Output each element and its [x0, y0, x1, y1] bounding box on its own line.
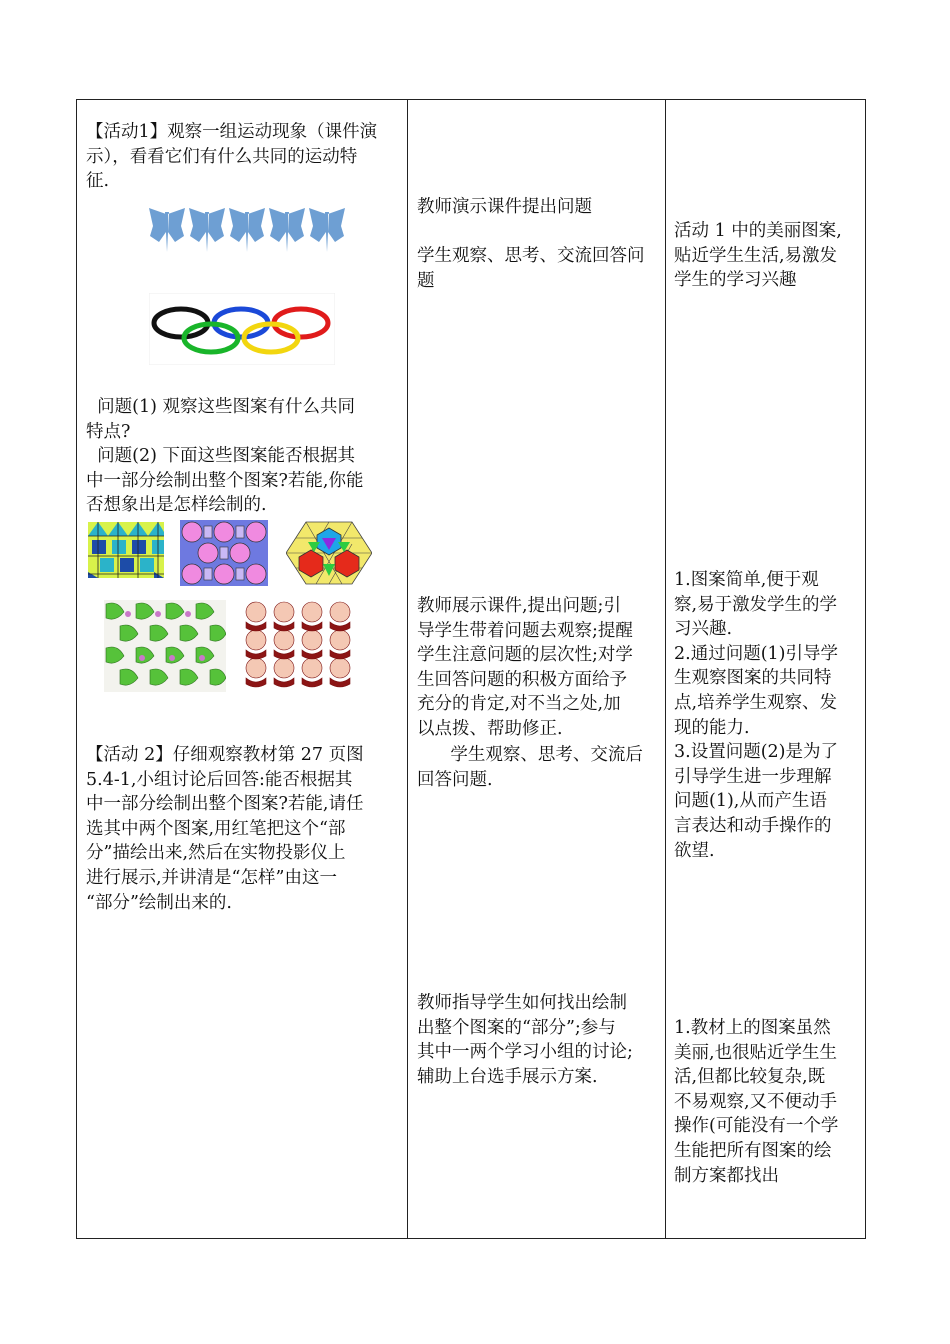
- tessellation-image-3: [286, 520, 372, 586]
- column-divider-1: [407, 100, 408, 1238]
- olympic-rings-image: [149, 293, 335, 365]
- student-answer-text: 学生观察、思考、交流后 回答问题.: [417, 745, 643, 790]
- activity2-text: 【活动 2】仔细观察教材第 27 页图 5.4-1,小组讨论后回答:能否根据其 中一部分绘制出整个图案?若能,请任 选其中两个图案,用红笔把这个“部 分”描绘出来,然后在实物投影仪上 进行展示,并讲清是“怎样”由这一 “部分”绘制出来的.: [86, 745, 364, 913]
- column-divider-2: [665, 100, 666, 1238]
- activity1-text: 【活动1】观察一组运动现象（课件演 示），看看它们有什么共同的运动特 征.: [86, 122, 378, 192]
- question2-text: 问题(2) 下面这些图案能否根据其 中一部分绘制出整个图案?若能,你能 否想象出是怎样绘制的.: [86, 446, 364, 516]
- tessellation-image-2: [180, 520, 268, 586]
- question1-text: 问题(1) 观察这些图案有什么共同 特点?: [86, 397, 355, 442]
- tessellation-image-1: [88, 522, 164, 578]
- intent-textbook-text: 1.教材上的图案虽然 美丽,也很贴近学生生 活,但都比较复杂,既 不易观察,又不便动手 操作(可能没有一个学 生能把所有图案的绘 制方案都找出: [674, 1018, 839, 1186]
- teacher-demo-text: 教师演示课件提出问题: [417, 197, 592, 217]
- teacher-assist-text: 教师指导学生如何找出绘制 出整个图案的“部分”;参与 其中一两个学习小组的讨论; 辅助上台选手展示方案.: [417, 993, 633, 1087]
- intent-questions-text: 1.图案简单,便于观 察,易于激发学生的学 习兴趣. 2.通过问题(1)引导学 生观察图案的共同特 点,培养学生观察、发 现的能力. 3.设置问题(2)是为了 引导学生进一步理解 问题(1),从而产生语 言表达和动手操作的 欲望.: [674, 570, 838, 861]
- tessellation-image-4: [104, 600, 226, 692]
- intent-activity1-text: 活动 1 中的美丽图案, 贴近学生生活,易激发 学生的学习兴趣: [674, 221, 842, 291]
- tessellation-image-5: [242, 600, 360, 690]
- butterfly-row-image: [145, 204, 355, 254]
- student-observe-text: 学生观察、思考、交流回答问 题: [417, 246, 645, 291]
- teacher-guide-text: 教师展示课件,提出问题;引 导学生带着问题去观察;提醒 学生注意问题的层次性;对学 生回答问题的积极方面给予 充分的肯定,对不当之处,加 以点拨、帮助修正.: [417, 596, 633, 739]
